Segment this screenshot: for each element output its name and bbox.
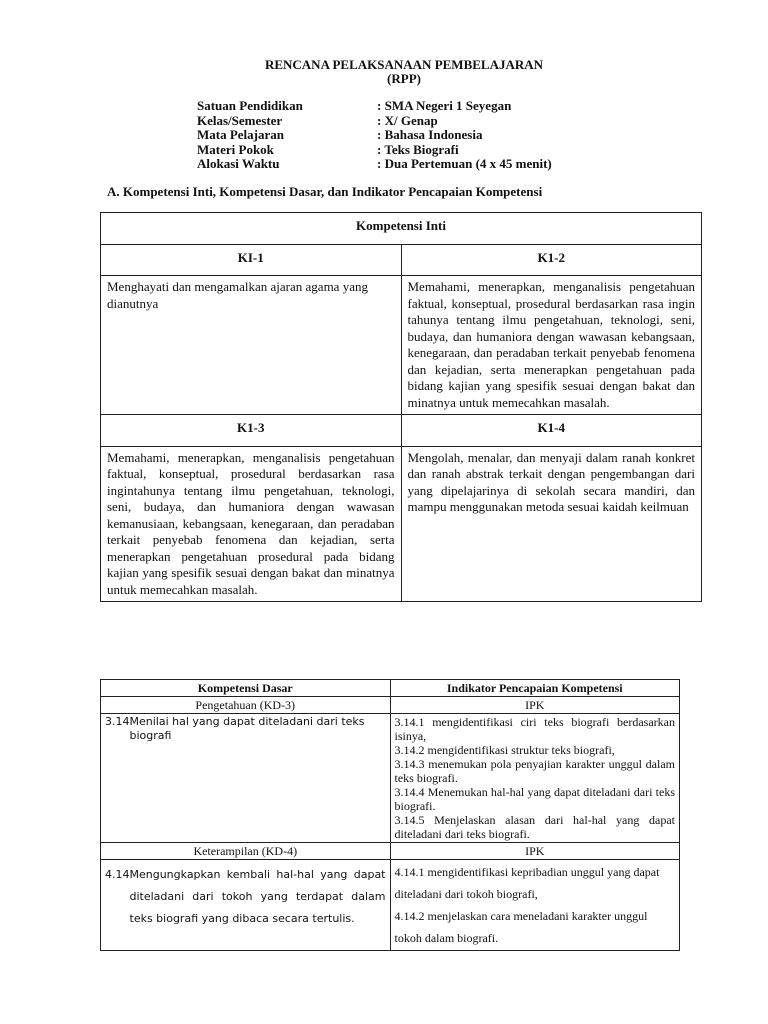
kd4-cell: [101, 860, 391, 951]
identity-label: Materi Pokok: [197, 141, 274, 157]
ki4-label: K1-4: [401, 415, 702, 447]
document-title: RENCANA PELAKSANAAN PEMBELAJARAN: [264, 57, 544, 72]
kompetensi-dasar-table: [100, 679, 680, 951]
ki-table-title: Kompetensi Inti: [101, 213, 702, 245]
pengetahuan-label: Pengetahuan (KD-3): [101, 697, 391, 714]
ipk4-item: 4.14.2 menjelaskan cara meneladani karakter unggul tokoh dalam biografi.: [394, 909, 648, 945]
identity-value: : SMA Negeri 1 Seyegan: [377, 98, 512, 113]
ipk3-item: 3.14.4 Menemukan hal-hal yang dapat diteladani dari teks biografi.: [394, 785, 675, 813]
ki1-text: Menghayati dan mengamalkan ajaran agama yang dianutnya: [101, 276, 402, 415]
identity-label: Mata Pelajaran: [197, 127, 285, 142]
ipk3-item: 3.14.2 mengidentifikasi struktur teks biografi,: [394, 743, 615, 757]
ipk3-item: 3.14.5 Menjelaskan alasan dari hal-hal yang dapat diteladani dari teks biografi.: [394, 813, 675, 841]
identity-label: Kelas/Semester: [197, 112, 283, 128]
ki2-label: K1-2: [401, 244, 702, 276]
identity-value: : X/ Genap: [377, 112, 438, 128]
ipk4-cell: [390, 860, 680, 951]
identity-row: [197, 143, 552, 158]
document-subtitle: (RPP): [387, 71, 421, 86]
ipk3-item: 3.14.3 menemukan pola penyajian karakter unggul dalam teks biografi.: [394, 757, 675, 785]
identity-row: [197, 114, 552, 129]
keterampilan-label: Keterampilan (KD-4): [101, 843, 391, 860]
kd4-item: [105, 861, 386, 930]
kd3-number: 3.14: [105, 715, 130, 728]
ipk3-cell: [390, 714, 680, 843]
identity-row: [197, 99, 552, 114]
identity-row: [197, 157, 552, 172]
ipk-label: IPK: [390, 697, 680, 714]
identity-value: : Teks Biografi: [377, 141, 459, 157]
identity-block: [197, 99, 552, 172]
kd3-item: [105, 715, 386, 743]
identity-label: Satuan Pendidikan: [197, 98, 303, 113]
kd4-number: 4.14: [105, 868, 130, 881]
kd4-text: Mengungkapkan kembali hal-hal yang dapat diteladani dari tokoh yang terdapat dalam teks biografi yang dibaca secara tertulis.: [129, 868, 386, 925]
ki3-label: K1-3: [101, 415, 402, 447]
ki2-text: Memahami, menerapkan, menganalisis pengetahuan faktual, konseptual, prosedural berdasarkan rasa ingin tahunya tentang ilmu pengetahuan, teknologi, seni, budaya, dan humaniora dengan wawasan kebangsaan, kenegaraan, dan peradaban terkait penyebab fenomena dan kejadian, serta menerapkan pengetahuan pada bidang kajian yang spesifik sesuai dengan bakat dan minatnya untuk memecahkan masalah.: [401, 276, 702, 415]
ipk-column-header: Indikator Pencapaian Kompetensi: [390, 680, 680, 697]
identity-value: : Dua Pertemuan (4 x 45 menit): [377, 156, 552, 171]
ipk-label: IPK: [390, 843, 680, 860]
ki4-text: Mengolah, menalar, dan menyaji dalam ranah konkret dan ranah abstrak terkait dengan pengembangan dari yang dipelajarinya di sekolah secara mandiri, dan mampu menggunakan metoda sesuai kaidah keilmuan: [401, 446, 702, 602]
identity-label: Alokasi Waktu: [197, 156, 280, 171]
ipk3-item: 3.14.1 mengidentifikasi ciri teks biografi berdasarkan isinya,: [394, 715, 675, 743]
ipk4-item: 4.14.1 mengidentifikasi kepribadian unggul yang dapat diteladani dari tokoh biografi,: [394, 865, 660, 901]
ki3-text: Memahami, menerapkan, menganalisis pengetahuan faktual, konseptual, prosedural berdasarkan rasa ingintahunya tentang ilmu pengetahuan, teknologi, seni, budaya, dan humaniora dengan wawasan kemanusiaan, kebangsaan, kenegaraan, dan peradaban terkait penyebab fenomena dan kejadian, serta menerapkan pengetahuan prosedural pada bidang kajian yang spesifik sesuai dengan bakat dan minatnya untuk memecahkan masalah.: [101, 446, 402, 602]
kd3-text: Menilai hal yang dapat diteladani dari teks biografi: [129, 715, 365, 742]
identity-value: : Bahasa Indonesia: [377, 127, 483, 142]
ki1-label: KI-1: [101, 244, 402, 276]
section-a-heading: A. Kompetensi Inti, Kompetensi Dasar, dan Indikator Pencapaian Kompetensi: [107, 184, 543, 199]
kd3-cell: [101, 714, 391, 843]
identity-row: [197, 128, 552, 143]
kd-column-header: Kompetensi Dasar: [101, 680, 391, 697]
kompetensi-inti-table: [100, 212, 702, 602]
